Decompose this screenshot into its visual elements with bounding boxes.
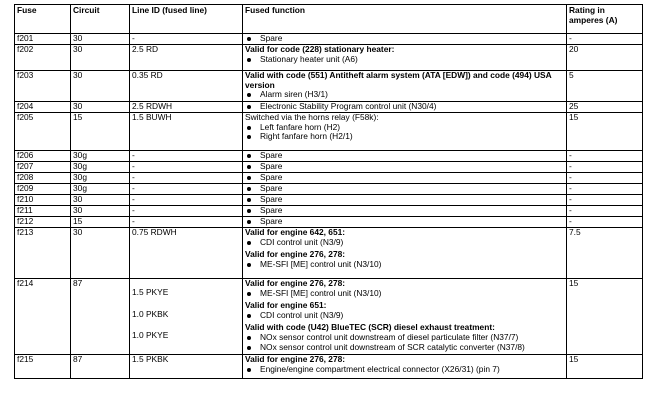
- fuse-cell: f213: [15, 228, 71, 279]
- rating-cell: -: [567, 34, 643, 45]
- bullet-item: [245, 102, 564, 112]
- rating-cell: 15: [567, 355, 643, 379]
- function-condition: Valid for engine 276, 278:: [245, 278, 346, 288]
- bullet-item: [245, 206, 564, 216]
- function-condition: Valid for engine 651:: [245, 300, 327, 311]
- rating-cell: -: [567, 206, 643, 217]
- bullet-item: [245, 260, 564, 270]
- function-cell: [243, 217, 567, 228]
- table-row-f204: [15, 102, 643, 113]
- function-condition: Valid with code (U42) BlueTEC (SCR) diesel exhaust treatment:: [245, 322, 495, 333]
- circuit-cell: 87: [71, 355, 130, 379]
- bullet-dot-icon: [247, 263, 251, 267]
- table-row-f209: [15, 184, 643, 195]
- function-condition: Valid for code (228) stationary heater:: [245, 44, 395, 54]
- fuse-cell: f212: [15, 217, 71, 228]
- bullet-dot-icon: [247, 336, 251, 340]
- table-row-f212: [15, 217, 643, 228]
- bullet-item: [245, 195, 564, 205]
- function-cell: [243, 162, 567, 173]
- function-cell: [243, 102, 567, 113]
- bullet-item: [245, 90, 564, 100]
- function-cell: [243, 195, 567, 206]
- header-circuit: Circuit: [71, 5, 130, 34]
- bullet-text: CDI control unit (N3/9): [260, 309, 344, 320]
- bullet-item: [245, 184, 564, 194]
- rating-cell: -: [567, 217, 643, 228]
- table-row-f214: [15, 279, 643, 355]
- bullet-item: [245, 55, 564, 65]
- function-condition: Switched via the horns relay (F58k):: [245, 112, 379, 122]
- function-cell: [243, 206, 567, 217]
- rating-cell: 15: [567, 113, 643, 151]
- fuse-cell: f203: [15, 71, 71, 102]
- table-header-row: [15, 5, 643, 34]
- bullet-dot-icon: [247, 187, 251, 191]
- bullet-text: ME-SFI [ME] control unit (N3/10): [260, 258, 382, 269]
- circuit-cell: 30g: [71, 184, 130, 195]
- line-id-cell: -: [130, 217, 243, 228]
- function-cell: [243, 279, 567, 355]
- line-id-cell: 1.5 BUWH: [130, 113, 243, 151]
- bullet-dot-icon: [247, 220, 251, 224]
- bullet-dot-icon: [247, 105, 251, 109]
- line-id-cell: -: [130, 184, 243, 195]
- function-cell: [243, 151, 567, 162]
- fuse-table: [14, 4, 643, 379]
- line-id-cell: -: [130, 151, 243, 162]
- fuse-cell: f201: [15, 34, 71, 45]
- bullet-text: Spare: [260, 172, 283, 182]
- circuit-cell: 30: [71, 71, 130, 102]
- function-cell: [243, 45, 567, 71]
- table-row-f208: [15, 173, 643, 184]
- bullet-dot-icon: [247, 176, 251, 180]
- function-condition: Valid for engine 276, 278:: [245, 249, 346, 260]
- line-id-value: 1.0 PKYE: [132, 330, 169, 341]
- fuse-cell: f205: [15, 113, 71, 151]
- circuit-cell: 30g: [71, 162, 130, 173]
- bullet-item: [245, 34, 564, 44]
- bullet-text: Alarm siren (H3/1): [260, 89, 328, 100]
- line-id-cell: 1.5 PKBK: [130, 355, 243, 379]
- circuit-cell: 15: [71, 113, 130, 151]
- fuse-cell: f208: [15, 173, 71, 184]
- table-row-f203: [15, 71, 643, 102]
- rating-cell: -: [567, 195, 643, 206]
- bullet-text: Engine/engine compartment electrical connector (X26/31) (pin 7): [260, 363, 500, 374]
- bullet-text: Spare: [260, 205, 283, 215]
- rating-cell: -: [567, 151, 643, 162]
- rating-cell: 25: [567, 102, 643, 113]
- fuse-cell: f202: [15, 45, 71, 71]
- bullet-text: Spare: [260, 33, 283, 43]
- bullet-dot-icon: [247, 209, 251, 213]
- bullet-item: [245, 162, 564, 172]
- function-cell: [243, 184, 567, 195]
- header-rating: [567, 5, 643, 34]
- bullet-dot-icon: [247, 165, 251, 169]
- table-row-f207: [15, 162, 643, 173]
- bullet-dot-icon: [247, 314, 251, 318]
- function-condition: Valid for engine 276, 278:: [245, 354, 346, 364]
- bullet-text: Electronic Stability Program control unit (N30/4): [260, 101, 437, 111]
- bullet-dot-icon: [247, 368, 251, 372]
- fuse-cell: f204: [15, 102, 71, 113]
- circuit-cell: 30: [71, 228, 130, 279]
- table-row-f210: [15, 195, 643, 206]
- line-id-value: 1.5 PKYE: [132, 287, 169, 297]
- bullet-item: [245, 289, 564, 299]
- header-fused-function: Fused function: [243, 5, 567, 34]
- line-id-value: 1.0 PKBK: [132, 308, 169, 319]
- bullet-item: [245, 132, 564, 142]
- function-condition: Valid for engine 642, 651:: [245, 227, 346, 237]
- line-id-cell: -: [130, 34, 243, 45]
- bullet-item: [245, 343, 564, 353]
- header-line-id: Line ID (fused line): [130, 5, 243, 34]
- function-cell: [243, 34, 567, 45]
- fuse-cell: f207: [15, 162, 71, 173]
- rating-cell: -: [567, 173, 643, 184]
- rating-cell: -: [567, 184, 643, 195]
- function-cell: [243, 113, 567, 151]
- circuit-cell: 15: [71, 217, 130, 228]
- bullet-text: ME-SFI [ME] control unit (N3/10): [260, 287, 382, 298]
- line-id-cell: 0.35 RD: [130, 71, 243, 102]
- bullet-item: [245, 173, 564, 183]
- bullet-dot-icon: [247, 154, 251, 158]
- line-id-cell: 2.5 RDWH: [130, 102, 243, 113]
- bullet-dot-icon: [247, 93, 251, 97]
- bullet-dot-icon: [247, 37, 251, 41]
- bullet-dot-icon: [247, 241, 251, 245]
- line-id-cell: -: [130, 173, 243, 184]
- bullet-dot-icon: [247, 198, 251, 202]
- function-cell: [243, 228, 567, 279]
- bullet-dot-icon: [247, 126, 251, 130]
- line-id-cell: 0.75 RDWH: [130, 228, 243, 279]
- circuit-cell: 30: [71, 34, 130, 45]
- table-row-f201: [15, 34, 643, 45]
- rating-cell: -: [567, 162, 643, 173]
- bullet-text: NOx sensor control unit downstream of diesel particulate filter (N37/7): [260, 331, 519, 342]
- bullet-item: [245, 217, 564, 227]
- table-row-f211: [15, 206, 643, 217]
- header-rating-label: Rating in amperes (A): [569, 5, 618, 25]
- function-cell: [243, 71, 567, 102]
- bullet-text: Spare: [260, 161, 283, 171]
- bullet-dot-icon: [247, 58, 251, 62]
- bullet-dot-icon: [247, 292, 251, 296]
- rating-cell: 7.5: [567, 228, 643, 279]
- fuse-cell: f206: [15, 151, 71, 162]
- fuse-cell: f211: [15, 206, 71, 217]
- circuit-cell: 30: [71, 195, 130, 206]
- rating-cell: 20: [567, 45, 643, 71]
- bullet-text: Right fanfare horn (H2/1): [260, 131, 353, 142]
- line-id-cell: 2.5 RD: [130, 45, 243, 71]
- bullet-text: CDI control unit (N3/9): [260, 236, 344, 247]
- bullet-text: Spare: [260, 150, 283, 160]
- fuse-cell: f215: [15, 355, 71, 379]
- line-id-cell: -: [130, 195, 243, 206]
- function-cell: [243, 173, 567, 184]
- line-id-cell: -: [130, 206, 243, 217]
- circuit-cell: 30: [71, 206, 130, 217]
- line-id-cell: -: [130, 162, 243, 173]
- rating-cell: 5: [567, 71, 643, 102]
- header-fuse: Fuse: [15, 5, 71, 34]
- bullet-text: Spare: [260, 194, 283, 204]
- bullet-dot-icon: [247, 346, 251, 350]
- table-row-f213: [15, 228, 643, 279]
- fuse-cell: f210: [15, 195, 71, 206]
- function-cell: [243, 355, 567, 379]
- circuit-cell: 30: [71, 102, 130, 113]
- table-row-f215: [15, 355, 643, 379]
- bullet-item: [245, 151, 564, 161]
- rating-cell: 15: [567, 279, 643, 355]
- bullet-text: Spare: [260, 183, 283, 193]
- table-row-f202: [15, 45, 643, 71]
- bullet-dot-icon: [247, 135, 251, 139]
- circuit-cell: 87: [71, 279, 130, 355]
- bullet-text: Spare: [260, 216, 283, 226]
- bullet-text: Left fanfare horn (H2): [260, 121, 341, 132]
- circuit-cell: 30g: [71, 173, 130, 184]
- bullet-item: [245, 365, 564, 375]
- circuit-cell: 30: [71, 45, 130, 71]
- table-row-f206: [15, 151, 643, 162]
- circuit-cell: 30g: [71, 151, 130, 162]
- table-row-f205: [15, 113, 643, 151]
- line-id-cell: [130, 279, 243, 355]
- fuse-cell: f209: [15, 184, 71, 195]
- bullet-item: [245, 311, 564, 321]
- bullet-text: NOx sensor control unit downstream of SCR catalytic converter (N37/8): [260, 341, 525, 352]
- fuse-cell: f214: [15, 279, 71, 355]
- function-condition: Valid with code (551) Antitheft alarm system (ATA [EDW]) and code (494) USA version: [245, 70, 552, 90]
- bullet-text: Stationary heater unit (A6): [260, 53, 358, 64]
- bullet-item: [245, 238, 564, 248]
